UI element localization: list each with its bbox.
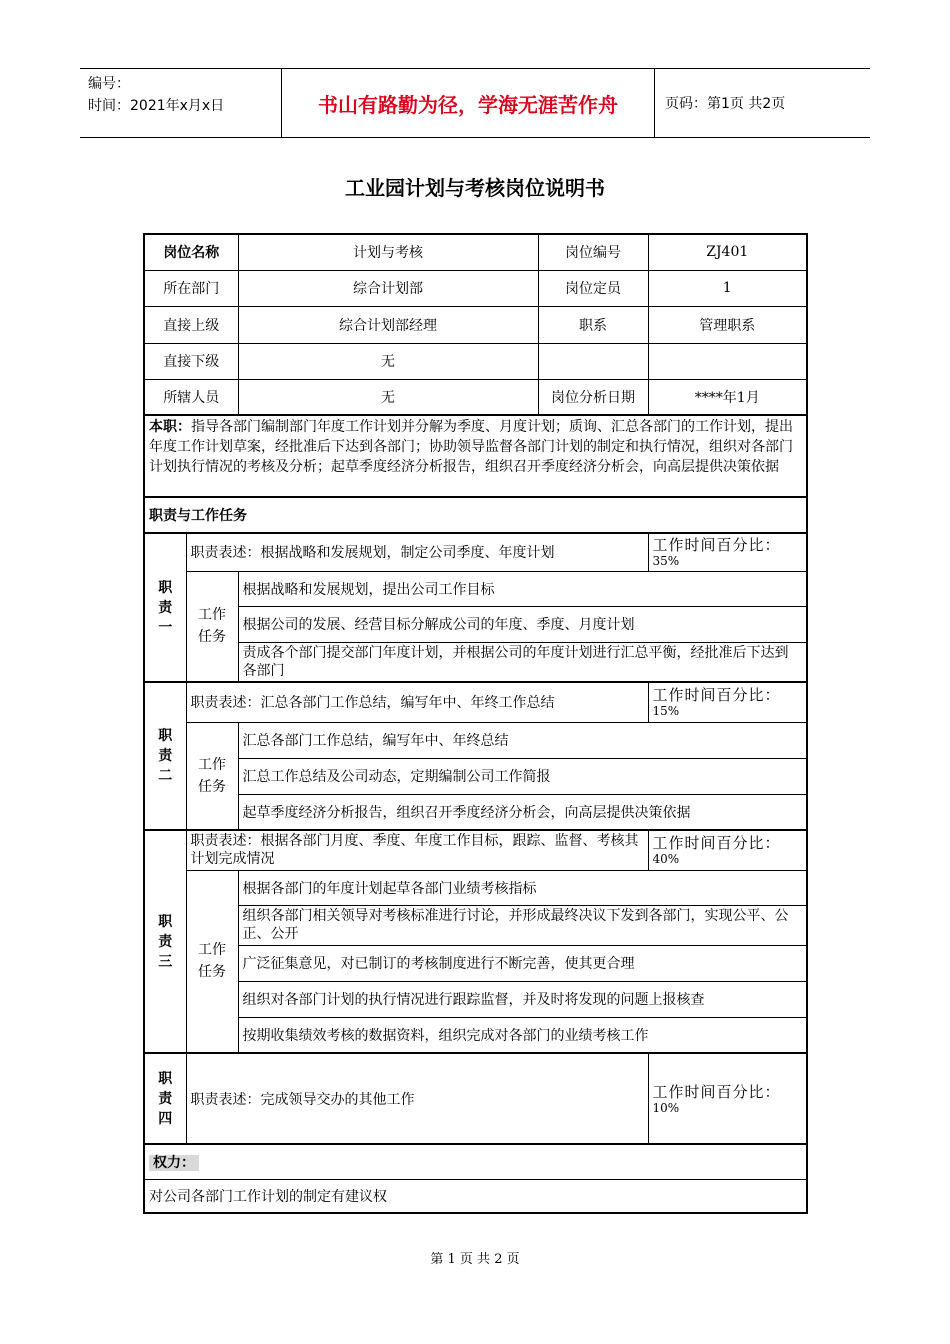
info-label: 所在部门 (144, 270, 238, 306)
pct-label: 工作时间百分比： (652, 1082, 781, 1101)
header-meta (80, 69, 282, 137)
info-label: 岗位定员 (538, 270, 648, 306)
task-row (144, 870, 807, 905)
info-row (144, 234, 807, 270)
info-label: 岗位名称 (144, 234, 238, 270)
task-item: 汇总各部门工作总结，编写年中、年终总结 (238, 722, 807, 758)
info-value: ****年1月 (648, 379, 807, 415)
pct-label: 工作时间百分比： (652, 536, 781, 555)
duties-header-row (144, 497, 807, 533)
task-item: 组织对各部门计划的执行情况进行跟踪监督，并及时将发现的问题上报核查 (238, 981, 807, 1017)
task-item: 根据战略和发展规划，提出公司工作目标 (238, 571, 807, 606)
task-row (144, 1017, 807, 1053)
info-label: 岗位分析日期 (538, 379, 648, 415)
power-header-row (144, 1144, 807, 1179)
task-row (144, 945, 807, 981)
task-label: 工作 任务 (186, 722, 238, 830)
info-value: 无 (238, 343, 538, 379)
info-empty (538, 343, 648, 379)
power-text: 对公司各部门工作计划的制定有建议权 (144, 1179, 807, 1213)
info-value: 综合计划部 (238, 270, 538, 306)
duty-desc: 职责表述：根据战略和发展规划，制定公司季度、年度计划 (186, 533, 648, 571)
info-label: 所辖人员 (144, 379, 238, 415)
pct-value: 40% (652, 852, 680, 867)
task-item: 责成各个部门提交部门年度计划，并根据公司的年度计划进行汇总平衡，经批准后下达到各部门 (238, 642, 807, 682)
task-item: 根据各部门的年度计划起草各部门业绩考核指标 (238, 870, 807, 905)
info-value: 无 (238, 379, 538, 415)
summary-row (144, 415, 807, 497)
header-motto: 书山有路勤为径，学海无涯苦作舟 (282, 69, 655, 137)
duty-label: 职 责 二 (144, 682, 186, 830)
task-item: 根据公司的发展、经营目标分解成公司的年度、季度、月度计划 (238, 606, 807, 642)
page-footer: 第 1 页 共 2 页 (430, 1252, 520, 1267)
task-row (144, 905, 807, 945)
info-value: 计划与考核 (238, 234, 538, 270)
task-row (144, 981, 807, 1017)
power-row (144, 1179, 807, 1213)
task-row (144, 642, 807, 682)
info-row (144, 270, 807, 306)
pct-label: 工作时间百分比： (652, 686, 781, 705)
document-title: 工业园计划与考核岗位说明书 (345, 176, 605, 200)
duties-header: 职责与工作任务 (144, 497, 807, 533)
info-label: 岗位编号 (538, 234, 648, 270)
task-label: 工作 任务 (186, 870, 238, 1053)
power-label: 权力： (149, 1155, 199, 1171)
info-value: 综合计划部经理 (238, 306, 538, 343)
info-value: 1 (648, 270, 807, 306)
duty-row (144, 682, 807, 722)
info-label: 直接下级 (144, 343, 238, 379)
task-item: 组织各部门相关领导对考核标准进行讨论，并形成最终决议下发到各部门，实现公平、公正、公开 (238, 905, 807, 945)
duty-desc: 职责表述：完成领导交办的其他工作 (186, 1053, 648, 1144)
summary-text: 指导各部门编制部门年度工作计划并分解为季度、月度计划；质询、汇总各部门的工作计划，提出年度工作计划草案，经批准后下达到各部门；协助领导监督各部门计划的制定和执行情况，组织对各部门计划执行情况的考核及分析；起草季度经济分析报告，组织召开季度经济分析会，向高层提供决策依据 (149, 419, 793, 475)
task-item: 广泛征集意见，对已制订的考核制度进行不断完善，使其更合理 (238, 945, 807, 981)
task-item: 按期收集绩效考核的数据资料，组织完成对各部门的业绩考核工作 (238, 1017, 807, 1053)
doc-date: 时间：2021年x月x日 (88, 98, 225, 114)
duty-row (144, 830, 807, 870)
pct-value: 10% (652, 1100, 680, 1115)
info-row (144, 343, 807, 379)
info-value: 管理职系 (648, 306, 807, 343)
info-value: ZJ401 (648, 234, 807, 270)
pct-value: 35% (652, 554, 680, 569)
task-row (144, 606, 807, 642)
info-label: 职系 (538, 306, 648, 343)
pct-label: 工作时间百分比： (652, 834, 781, 853)
page-header (80, 68, 870, 138)
task-item: 汇总工作总结及公司动态，定期编制公司工作简报 (238, 758, 807, 794)
info-empty (648, 343, 807, 379)
info-row (144, 306, 807, 343)
duty-label: 职 责 三 (144, 830, 186, 1053)
task-row (144, 794, 807, 830)
summary-label: 本职： (149, 419, 191, 435)
info-row (144, 379, 807, 415)
job-description-table (143, 233, 808, 1214)
task-row (144, 722, 807, 758)
duty-label: 职 责 一 (144, 533, 186, 682)
pct-value: 15% (652, 704, 680, 719)
page-counter: 页码：第1页 共2页 (665, 96, 786, 112)
duty-label: 职 责 四 (144, 1053, 186, 1144)
task-row (144, 758, 807, 794)
duty-desc: 职责表述：汇总各部门工作总结，编写年中、年终工作总结 (186, 682, 648, 722)
task-label: 工作 任务 (186, 571, 238, 682)
doc-number: 编号： (88, 76, 130, 92)
duty-desc: 职责表述：根据各部门月度、季度、年度工作目标，跟踪、监督、考核其计划完成情况 (186, 830, 648, 870)
duty-row (144, 533, 807, 571)
duty-row (144, 1053, 807, 1144)
task-item: 起草季度经济分析报告，组织召开季度经济分析会，向高层提供决策依据 (238, 794, 807, 830)
task-row (144, 571, 807, 606)
info-label: 直接上级 (144, 306, 238, 343)
